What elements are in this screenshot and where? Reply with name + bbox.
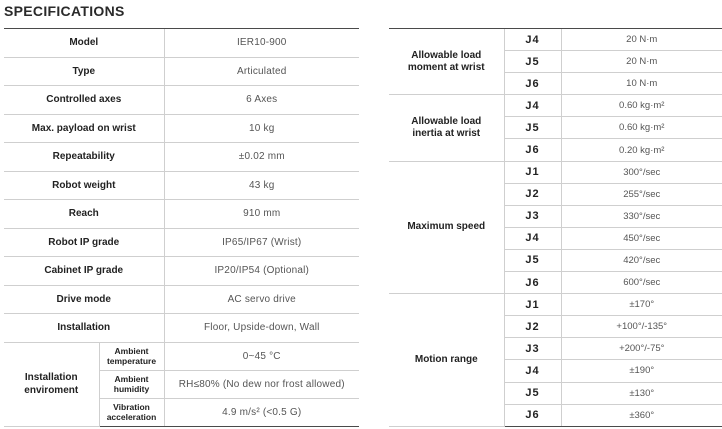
group-label: Allowable load inertia at wrist [389,95,504,161]
spec-value: AC servo drive [164,285,359,314]
spec-row [4,285,359,314]
spec-row [4,29,359,58]
joint-row [389,161,722,183]
joint-value: 450°/sec [561,227,722,249]
spec-label: Robot IP grade [4,228,164,257]
joint-value: +200°/-75° [561,338,722,360]
joint-label: J5 [504,249,561,271]
joint-label: J1 [504,161,561,183]
spec-row [4,57,359,86]
group-label: Allowable load moment at wrist [389,29,504,95]
spec-value: Articulated [164,57,359,86]
group-label: Motion range [389,294,504,427]
spec-value: IP65/IP67 (Wrist) [164,228,359,257]
spec-row [4,114,359,143]
spec-value: 6 Axes [164,86,359,115]
spec-value: 43 kg [164,171,359,200]
spec-label: Type [4,57,164,86]
spec-row [4,200,359,229]
joint-label: J3 [504,205,561,227]
spec-row [4,171,359,200]
spec-label: Max. payload on wrist [4,114,164,143]
spec-value: 10 kg [164,114,359,143]
joint-row [389,294,722,316]
joint-value: 0.20 kg·m² [561,139,722,161]
joint-label: J4 [504,29,561,51]
joint-label: J4 [504,95,561,117]
spec-label: Repeatability [4,143,164,172]
joint-value: ±360° [561,404,722,426]
joint-value: 20 N·m [561,51,722,73]
group-label: Maximum speed [389,161,504,294]
spec-label: Cabinet IP grade [4,257,164,286]
joint-value: 10 N·m [561,73,722,95]
spec-label: Installation [4,314,164,343]
spec-value: 910 mm [164,200,359,229]
spec-value: IP20/IP54 (Optional) [164,257,359,286]
joint-value: 20 N·m [561,29,722,51]
joint-label: J4 [504,227,561,249]
joint-label: J2 [504,183,561,205]
environment-label: Installation enviroment [4,342,99,426]
spec-row [4,143,359,172]
environment-sub-label: Ambient humidity [99,370,164,398]
environment-sub-label: Vibration acceleration [99,398,164,426]
joint-row [389,29,722,51]
spec-table-left [4,28,359,427]
environment-value: 4.9 m/s² (<0.5 G) [164,398,359,426]
joint-value: 600°/sec [561,272,722,294]
environment-value: RH≤80% (No dew nor frost allowed) [164,370,359,398]
joint-value: +100°/-135° [561,316,722,338]
spec-table-right [389,28,722,427]
spec-value: Floor, Upside-down, Wall [164,314,359,343]
spec-row [4,314,359,343]
joint-label: J5 [504,51,561,73]
joint-value: 300°/sec [561,161,722,183]
joint-value: 0.60 kg·m² [561,95,722,117]
environment-sub-label: Ambient temperature [99,342,164,370]
joint-value: ±170° [561,294,722,316]
spec-row [4,86,359,115]
joint-label: J6 [504,73,561,95]
page-title: SPECIFICATIONS [4,3,125,19]
joint-value: 330°/sec [561,205,722,227]
joint-label: J5 [504,382,561,404]
spec-value: IER10-900 [164,29,359,58]
joint-value: 0.60 kg·m² [561,117,722,139]
spec-label: Drive mode [4,285,164,314]
spec-row [4,257,359,286]
environment-value: 0~45 °C [164,342,359,370]
joint-label: J6 [504,272,561,294]
joint-value: 420°/sec [561,249,722,271]
joint-label: J3 [504,338,561,360]
joint-label: J6 [504,139,561,161]
spec-label: Robot weight [4,171,164,200]
environment-row [4,342,359,370]
joint-value: ±130° [561,382,722,404]
spec-label: Reach [4,200,164,229]
spec-label: Controlled axes [4,86,164,115]
joint-label: J1 [504,294,561,316]
spec-row [4,228,359,257]
joint-label: J2 [504,316,561,338]
joint-value: 255°/sec [561,183,722,205]
joint-label: J4 [504,360,561,382]
joint-value: ±190° [561,360,722,382]
spec-value: ±0.02 mm [164,143,359,172]
joint-label: J6 [504,404,561,426]
joint-label: J5 [504,117,561,139]
spec-label: Model [4,29,164,58]
joint-row [389,95,722,117]
